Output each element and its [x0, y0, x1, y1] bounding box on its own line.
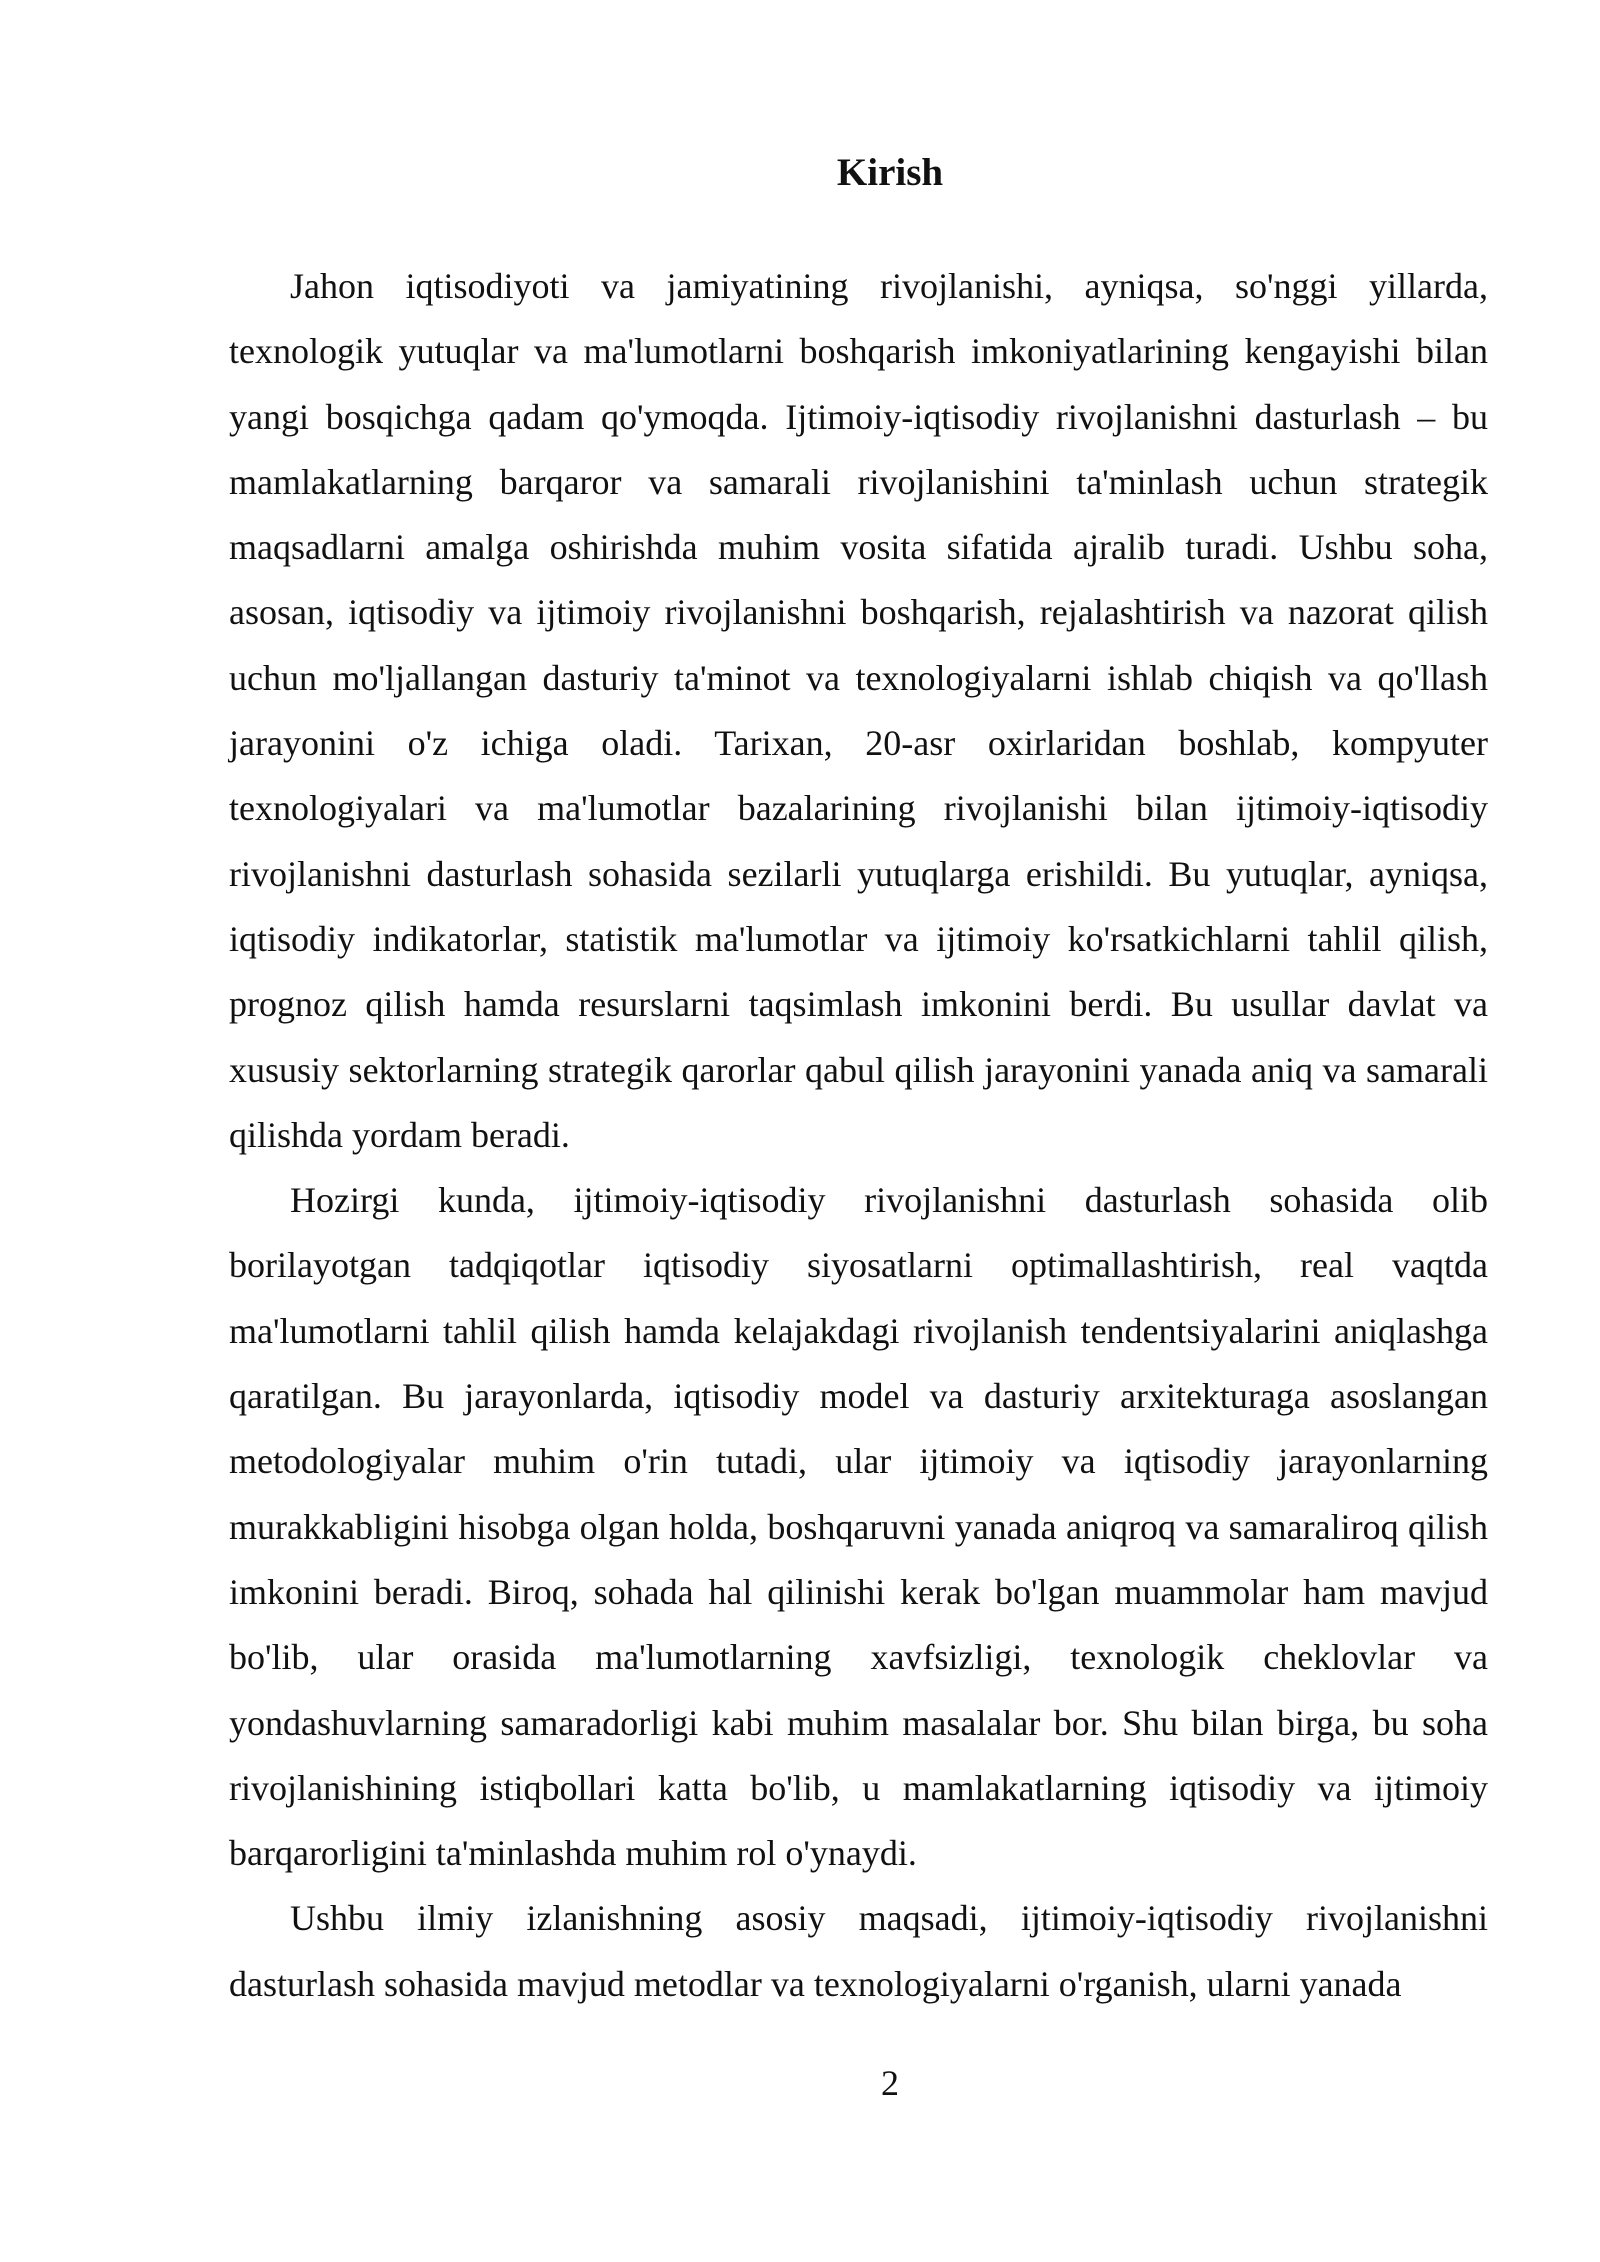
body-text — [229, 254, 1488, 2017]
paragraph-2: Hozirgi kunda, ijtimoiy-iqtisodiy rivojlanishni dasturlash sohasida olib borilayotgan tadqiqotlar iqtisodiy siyosatlarni optimallashtirish, real vaqtda ma'lumotlarni tahlil qilish hamda kelajakdagi rivojlanish tendentsiyalarini aniqlashga qaratilgan. Bu jarayonlarda, iqtisodiy model va dasturiy arxitekturaga asoslangan metodologiyalar muhim o'rin tutadi, ular ijtimoiy va iqtisodiy jarayonlarning murakkabligini hisobga olgan holda, boshqaruvni yanada aniqroq va samaraliroq qilish imkonini beradi. Biroq, sohada hal qilinishi kerak bo'lgan muammolar ham mavjud bo'lib, ular orasida ma'lumotlarning xavfsizligi, texnologik cheklovlar va yondashuvlarning samaradorligi kabi muhim masalalar bor. Shu bilan birga, bu soha rivojlanishining istiqbollari katta bo'lib, u mamlakatlarning iqtisodiy va ijtimoiy barqarorligini ta'minlashda muhim rol o'ynaydi. — [229, 1180, 1488, 1874]
paragraph-3: Ushbu ilmiy izlanishning asosiy maqsadi, ijtimoiy-iqtisodiy rivojlanishni dasturlash sohasida mavjud metodlar va texnologiyalarni o'rganish, ularni yanada — [229, 1898, 1488, 2004]
paragraph-1: Jahon iqtisodiyoti va jamiyatining rivojlanishi, ayniqsa, so'nggi yillarda, texnologik yutuqlar va ma'lumotlarni boshqarish imkoniyatlarining kengayishi bilan yangi bosqichga qadam qo'ymoqda. Ijtimoiy-iqtisodiy rivojlanishni dasturlash – bu mamlakatlarning barqaror va samarali rivojlanishini ta'minlash uchun strategik maqsadlarni amalga oshirishda muhim vosita sifatida ajralib turadi. Ushbu soha, asosan, iqtisodiy va ijtimoiy rivojlanishni boshqarish, rejalashtirish va nazorat qilish uchun mo'ljallangan dasturiy ta'minot va texnologiyalarni ishlab chiqish va qo'llash jarayonini o'z ichiga oladi. Tarixan, 20-asr oxirlaridan boshlab, kompyuter texnologiyalari va ma'lumotlar bazalarining rivojlanishi bilan ijtimoiy-iqtisodiy rivojlanishni dasturlash sohasida sezilarli yutuqlarga erishildi. Bu yutuqlar, ayniqsa, iqtisodiy indikatorlar, statistik ma'lumotlar va ijtimoiy ko'rsatkichlarni tahlil qilish, prognoz qilish hamda resurslarni taqsimlash imkonini berdi. Bu usullar davlat va xususiy sektorlarning strategik qarorlar qabul qilish jarayonini yanada aniq va samarali qilishda yordam beradi. — [229, 266, 1488, 1155]
page-number: 2 — [881, 2063, 899, 2103]
page-title: Kirish — [836, 151, 944, 194]
